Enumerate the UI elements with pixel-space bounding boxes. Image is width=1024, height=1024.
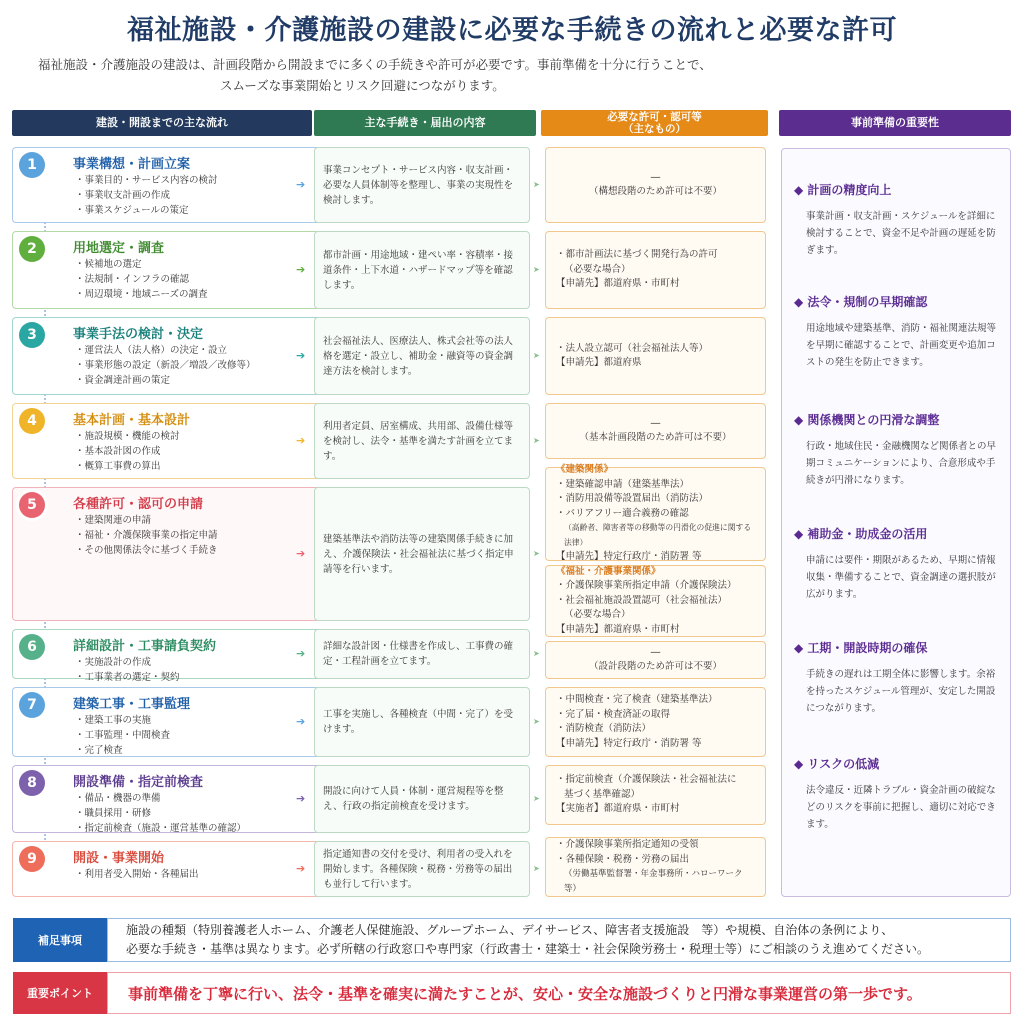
arrow-right-icon: ➔ [296,792,306,805]
step-item: ・ 完了検査 [75,743,170,758]
permit-item: ・建築確認申請（建築基準法） [556,478,690,490]
step-box [12,487,322,621]
importance-item [794,411,1004,489]
step-box [12,765,322,833]
permit-item: ・介護保険事業所指定申請（介護保険法） [556,580,737,592]
permit-line: ・完了届・検査済証の取得 [556,708,671,720]
permit-line: 【申請先】都道府県・市町村 [556,278,680,290]
step-item: ・ 基本設計図の作成 [75,444,180,459]
step-item: ・ 法規制・インフラの確認 [75,272,208,287]
permit-box-welfare [545,565,766,637]
procedure-text: 都市計画・用途地域・建ぺい率・容積率・接道条件・上下水道・ハザードマップ等を確認します。 [323,249,514,291]
step-box [12,629,322,683]
arrow-right-icon: ➤ [533,436,540,445]
permit-item: ・消防用設備等設置届出（消防法） [556,493,709,505]
step-title: 事業手法の検討・決定 [73,327,204,342]
step-item: ・ 建築関連の申請 [75,513,218,528]
permit-line: ・指定前検査（介護保険法・社会福祉法に [556,774,737,786]
importance-item [794,755,1004,833]
supplement-box [107,918,1011,962]
permit-line: ― [650,646,661,658]
step-number-badge: 7 [19,692,45,718]
step-title: 用地選定・調査 [73,241,165,256]
importance-text: 申請には要件・期限があるため、早期に情報収集・準備することで、資金調達の選択肢が広がります。 [806,555,996,600]
intro-line-1: 福祉施設・介護施設の建設は、計画段階から開設までに多くの手続きや許可が必要です。事前準備を十分に行うことで、 [38,57,712,72]
procedure-box [314,765,530,833]
permit-item: ・社会福祉施設設置認可（社会福祉法） [556,594,728,606]
permit-category-heading: 《建築関係》 [556,464,614,476]
step-title: 開設準備・指定前検査 [73,775,204,790]
procedure-text: 社会福祉法人、医療法人、株式会社等の法人格を選定・設立し、補助金・融資等の資金調達方法を検討します。 [323,335,514,377]
permit-line: ・中間検査・完了検査（建築基準法） [556,694,718,705]
step-item: ・ 施設規模・機能の検討 [75,429,180,444]
supplement-label: 補足事項 [13,918,107,962]
permit-box [545,231,766,309]
step-items [75,655,180,685]
importance-text: 事業計画・収支計画・スケジュールを詳細に検討することで、資金不足や計画の遅延を防ぎます。 [806,211,996,256]
permit-line: 【申請先】特定行政庁・消防署 等 [556,737,702,749]
step-box [12,147,322,223]
step-items [75,713,170,758]
permit-line: ・各種保険・税務・労務の届出 [556,853,690,865]
permit-box [545,687,766,757]
arrow-right-icon: ➤ [533,265,540,274]
permit-box [545,403,766,459]
arrow-right-icon: ➔ [296,434,306,447]
permit-box [545,837,766,897]
key-point-box [107,972,1011,1014]
permit-destination: 【申請先】特定行政庁・消防署 等 [556,551,702,563]
step-item: ・ 運営法人（法人格）の決定・設立 [75,343,256,358]
step-item: ・ 工事監理・中間検査 [75,728,170,743]
step-item: ・ 資金調達計画の策定 [75,373,256,388]
step-title: 開設・事業開始 [73,851,165,866]
step-number-badge: 8 [19,770,45,796]
arrow-right-icon: ➤ [533,794,540,803]
permit-line: （設計段階のため許可は不要） [588,661,722,672]
step-item: ・ 指定前検査（施設・運営基準の確認） [75,821,246,836]
permit-line: ・介護保険事業所指定通知の受領 [556,839,699,850]
column-header-permits [541,110,768,136]
step-box [12,841,322,897]
step-number-badge: 1 [19,152,45,178]
permit-line: （必要な場合） [564,263,631,275]
permit-line: ・消防検査（消防法） [556,723,652,734]
step-number-badge: 9 [19,846,45,872]
permit-box-building [545,464,766,563]
procedure-text: 指定通知書の交付を受け、利用者の受入れを開始します。各種保険・税務・労務等の届出も並行して行います。 [323,848,513,890]
intro-line-2: スムーズな事業開始とリスク回避につながります。 [220,78,505,93]
importance-item [794,525,1004,603]
importance-title: ◆ 計画の精度向上 [794,183,892,197]
step-box [12,687,322,757]
supplement-line-2: 必要な手続き・基準は異なります。必ず所轄の行政窓口や専門家（行政書士・建築士・社会保険労務士・税理士等）にご相談のうえ進めてください。 [126,942,930,956]
procedure-box [314,629,530,679]
step-title: 事業構想・計画立案 [73,157,191,172]
arrow-right-icon: ➤ [533,717,540,726]
arrow-right-icon: ➔ [296,715,306,728]
permit-line: （構想段階のため許可は不要） [588,186,722,197]
procedure-box [314,317,530,395]
step-item: ・ 建築工事の実施 [75,713,170,728]
step-item: ・ 実施設計の作成 [75,655,180,670]
permit-line: 【申請先】都道府県 [556,357,642,368]
importance-text: 用途地域や建築基準、消防・福祉関連法規等を早期に確認することで、計画変更や追加コストの発生を防止できます。 [806,323,997,368]
permit-item: （必要な場合） [564,609,631,621]
step-item: ・ 候補地の選定 [75,257,208,272]
step-item: ・ 事業目的・サービス内容の検討 [75,173,218,188]
step-item: ・ 周辺環境・地域ニーズの調査 [75,287,208,302]
key-point-label: 重要ポイント [13,972,107,1014]
permit-line: 基づく基準確認） [564,788,641,800]
permit-note: （高齢者、障害者等の移動等の円滑化の促進に関する法律） [564,523,752,547]
permit-box [545,765,766,825]
step-item: ・ 事業収支計画の作成 [75,188,218,203]
importance-title: ◆ 関係機関との円滑な調整 [794,413,940,427]
step-title: 詳細設計・工事請負契約 [73,639,217,654]
key-point-text: 事前準備を丁寧に行い、法令・基準を確実に満たすことが、安心・安全な施設づくりと円滑な事業運営の第一歩です。 [128,984,922,1003]
importance-text: 法令違反・近隣トラブル・資金計画の破綻などのリスクを事前に把握し、適切に対応できます。 [806,785,996,830]
permit-line: ・法人設立認可（社会福祉法人等） [556,342,709,354]
step-number-badge: 2 [19,236,45,262]
permit-destination: 【申請先】都道府県・市町村 [556,623,680,635]
arrow-right-icon: ➤ [533,649,540,658]
arrow-right-icon: ➔ [296,263,306,276]
step-box [12,317,322,395]
importance-item [794,639,1004,717]
step-item: ・ その他関係法令に基づく手続き [75,543,218,558]
intro-text [38,54,988,96]
importance-panel [781,148,1011,897]
step-number-badge: 3 [19,322,45,348]
permit-line: 【実施者】都道府県・市町村 [556,803,680,815]
step-item: ・ 概算工事費の算出 [75,459,180,474]
step-items [75,343,256,388]
permit-line: ― [650,417,661,429]
step-title: 建築工事・工事監理 [73,697,191,712]
permit-box [545,317,766,395]
step-box [12,403,322,479]
procedure-text: 事業コンセプト・サービス内容・収支計画・必要な人員体制等を整理し、事業の実現性を検討します。 [323,164,514,206]
step-title: 基本計画・基本設計 [73,413,191,428]
procedure-text: 詳細な設計図・仕様書を作成し、工事費の確定・工程計画を立てます。 [323,641,514,667]
arrow-right-icon: ➔ [296,349,306,362]
permit-line: ・都市計画法に基づく開発行為の許可 [556,249,718,261]
column-header-permits-line2: （主なもの） [623,123,686,135]
step-items [75,173,218,218]
procedure-text: 建築基準法や消防法等の建築関係手続きに加え、介護保険法・社会福祉法に基づく指定申請等を行います。 [323,533,514,575]
permit-item: ・バリアフリー適合義務の確認 [556,507,689,519]
procedure-box [314,147,530,223]
procedure-box [314,403,530,479]
procedure-text: 開設に向けて人員・体制・運営規程等を整え、行政の指定前検査を受けます。 [323,786,504,812]
step-number-badge: 4 [19,408,45,434]
arrow-right-icon: ➔ [296,862,306,875]
column-header-importance: 事前準備の重要性 [779,110,1011,136]
permit-line: （基本計画段階のため許可は不要） [579,432,732,443]
procedure-box [314,687,530,757]
step-item: ・ 事業スケジュールの策定 [75,203,218,218]
importance-title: ◆ 工期・開設時期の確保 [794,641,928,655]
step-item: ・ 福祉・介護保険事業の指定申請 [75,528,218,543]
step-number-badge: 5 [19,492,45,518]
importance-text: 行政・地域住民・金融機関など関係者との早期コミュニケーションにより、合意形成や手続きが円滑になります。 [806,441,997,486]
step-item: ・ 事業形態の設定（新設／増設／改修等） [75,358,256,373]
importance-item [794,293,1004,371]
arrow-right-icon: ➔ [296,647,306,660]
step-items [75,429,180,474]
procedure-text: 利用者定員、居室構成、共用部、設備仕様等を検討し、法令・基準を満たす計画を立てます。 [323,420,514,462]
step-items [75,513,218,558]
column-header-permits-line1: 必要な許可・認可等 [607,111,702,123]
step-item: ・ 職員採用・研修 [75,806,246,821]
procedure-box [314,841,530,897]
supplement-line-1: 施設の種類（特別養護老人ホーム、介護老人保健施設、グループホーム、デイサービス、障害者支援施設 等）や規模、自治体の条例により、 [126,923,894,937]
procedure-text: 工事を実施し、各種検査（中間・完了）を受けます。 [323,709,514,735]
importance-text: 手続きの遅れは工期全体に影響します。余裕を持ったスケジュール管理が、安定した開設につながります。 [806,669,996,714]
page-title: 福祉施設・介護施設の建設に必要な手続きの流れと必要な許可 [127,15,897,46]
arrow-right-icon: ➤ [533,180,540,189]
step-items [75,867,199,882]
arrow-right-icon: ➤ [533,864,540,873]
arrow-right-icon: ➔ [296,178,306,191]
permit-box [545,641,766,679]
step-box [12,231,322,309]
importance-title: ◆ リスクの低減 [794,757,880,771]
permit-box [545,147,766,223]
step-items [75,791,246,836]
arrow-right-icon: ➔ [296,547,306,560]
arrow-right-icon: ➤ [533,351,540,360]
step-title: 各種許可・認可の申請 [73,497,204,512]
procedure-box [314,231,530,309]
permit-line: ― [650,171,661,183]
step-item: ・ 工事業者の選定・契約 [75,670,180,685]
importance-title: ◆ 補助金・助成金の活用 [794,527,928,541]
importance-title: ◆ 法令・規制の早期確認 [794,295,928,309]
arrow-right-icon: ➤ [533,549,540,558]
step-item: ・ 備品・機器の準備 [75,791,246,806]
step-item: ・ 利用者受入開始・各種届出 [75,867,199,882]
column-header-flow: 建設・開設までの主な流れ [12,110,312,136]
importance-item [794,181,1004,259]
step-items [75,257,208,302]
permit-category-heading: 《福祉・介護事業関係》 [556,565,661,577]
procedure-box [314,487,530,621]
column-header-procedures: 主な手続き・届出の内容 [314,110,536,136]
permit-line: （労働基準監督署・年金事務所・ハローワーク等） [564,869,743,894]
step-number-badge: 6 [19,634,45,660]
